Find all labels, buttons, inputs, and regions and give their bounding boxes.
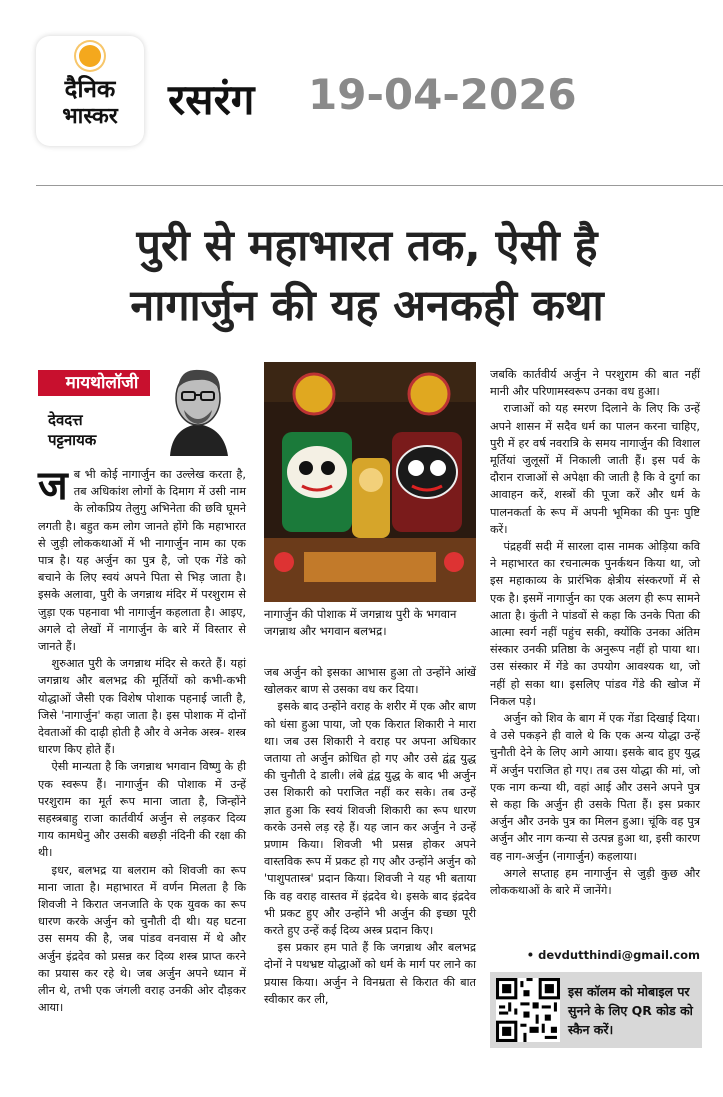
paragraph: अर्जुन को शिव के बाग में एक गेंडा दिखाई दिया। वे उसे पकड़ने ही वाले थे कि एक अन्य योद्धा उन्हें चुनौती देने के लिए आगे आया। इसके बाद हुए युद्ध में अर्जुन पराजित हो गए। तब उस योद्धा की मां, जो एक नाग कन्या थी, वहां आई और उसने अपने पुत्र से कहा कि अर्जुन ही उसके पिता हैं। इस प्रकार अर्जुन और उनके पुत्र का मिलन हुआ। चूंकि वह पुत्र अर्जुन और नाग कन्या से उत्पन्न हुआ था, इसी कारण वह नाग-अर्जुन (नागार्जुन) कहलाया। <box>490 712 700 863</box>
qr-instruction: इस कॉलम को मोबाइल पर सुनने के लिए QR कोड को स्कैन करें। <box>568 984 693 1037</box>
paragraph: पंद्रहवीं सदी में सारला दास नामक ओड़िया कवि ने महाभारत का रचनात्मक पुनर्कथन किया था, जो इस महाकाव्य के प्रारंभिक क्षेत्रीय संस्करणों में से एक है। इसमें नागार्जुन का एक अलग ही रूप सामने आता है। कुंती ने पांडवों से कहा कि उनके पिता की आत्मा स्वर्ग नहीं पहुंच सकी, क्योंकि उनका अंतिम संस्कार उनकी प्रतिष्ठा के अनुरूप नहीं हो पाया था। उस संस्कार में गेंडे का उपयोग आवश्यक था, जो नहीं हो सका था। इसलिए पांडव गेंडे की खोज में निकल पड़े। <box>490 540 700 708</box>
paragraph: इस प्रकार हम पाते हैं कि जगन्नाथ और बलभद्र दोनों ने पथभ्रष्ट योद्धाओं को धर्म के मार्ग पर लाने का प्रयास किया। अर्जुन ने विनम्रता से किरात की बात स्वीकार कर ली, <box>264 941 476 1006</box>
paragraph: ऐसी मान्यता है कि जगन्नाथ भगवान विष्णु के ही एक स्वरूप हैं। नागार्जुन की पोशाक में उन्हें परशुराम का मूर्त रूप माना जाता है, जिन्होंने सहस्त्रबाहु राजा कार्तवीर्य अर्जुन से लड़कर दिव्य गाय कामधेनु और उसकी बछड़ी नंदिनी की रक्षा की थी। <box>38 760 246 860</box>
article-column-2 <box>264 664 476 1008</box>
author-name <box>48 410 96 450</box>
dropcap-letter: ज <box>38 463 68 509</box>
logo-text-line2: भास्कर <box>62 104 118 129</box>
paragraph: शुरुआत पुरी के जगन्नाथ मंदिर से करते हैं। यहां जगन्नाथ और बलभद्र की मूर्तियों को कभी-कभी योद्धाओं जैसी एक विशेष पोशाक पहनाई जाती है, जिसे 'नागार्जुन' कहा जाता है। इस पोशाक में दोनों देवताओं की दाढ़ी होती है और वे अनेक अस्त्र- शस्त्र धारण किए होते हैं। <box>38 657 246 757</box>
paragraph: जबकि कार्तवीर्य अर्जुन ने परशुराम की बात नहीं मानी और परिणामस्वरूप उनका वध हुआ। <box>490 368 700 399</box>
paragraph: जब अर्जुन को इसका आभास हुआ तो उन्होंने आंखें खोलकर बाण से उसका वध कर दिया। <box>264 666 476 697</box>
headline-line-1: पुरी से महाभारत तक, ऐसी है <box>136 221 598 271</box>
headline <box>36 216 698 336</box>
qr-code-icon[interactable] <box>496 978 560 1042</box>
paragraph: इधर, बलभद्र या बलराम को शिवजी का रूप माना जाता है। महाभारत में वर्णन मिलता है कि शिवजी ने किरात जनजाति के एक युवक का रूप धारण करके अर्जुन को चुनौती दी थी। यह घटना उस समय की है, जब पांडव वनवास में थे और अर्जुन इंद्रदेव को प्रसन्न कर दिव्य शस्त्र प्राप्त करने का प्रयास कर रहे थे। जब अर्जुन अपने ध्यान में लीन थे, तभी एक जंगली वराह उनकी ओर दौड़कर आया। <box>38 863 246 1015</box>
paragraph: इसके बाद उन्होंने वराह के शरीर में एक और बाण को धंसा हुआ पाया, जो एक किरात शिकारी ने मारा था। जब उस शिकारी ने वराह पर अपना अधिकार जताया तो अर्जुन क्रोधित हो गए और उसे द्वंद्व युद्ध की चुनौती दे डाली। लंबे द्वंद्व युद्ध के बाद भी अर्जुन उस शिकारी को पराजित नहीं कर सके। तब उन्हें ज्ञात हुआ कि स्वयं शिवजी शिकारी का रूप धारण करके उनसे लड़ रहे हैं। यह जान कर अर्जुन ने उन्हें प्रणाम किया। शिवजी भी प्रसन्न होकर अपने वास्तविक रूप में प्रकट हो गए और उन्होंने अर्जुन को 'पाशुपतास्त्र' प्रदान किया। शिवजी ने यह भी बताया कि वह वराह वास्तव में इंद्रदेव थे। इसके बाद इंद्रदेव भी प्रकट हुए और उन्होंने भी अर्जुन की इच्छा पूरी करते हुए उन्हें कई दिव्य अस्त्र प्रदान किए। <box>264 700 476 938</box>
article-column-1 <box>38 463 246 1017</box>
headline-line-2: नागार्जुन की यह अनकही कथा <box>130 281 604 331</box>
dainik-bhaskar-logo <box>36 36 144 146</box>
jagannath-deities-photo <box>264 362 476 602</box>
photo-caption: नागार्जुन की पोशाक में जगन्नाथ पुरी के भगवान जगन्नाथ और भगवान बलभद्र। <box>264 607 457 638</box>
qr-promo-box <box>490 972 702 1048</box>
author-portrait <box>150 362 246 456</box>
section-name: रसरंग <box>168 75 255 124</box>
masthead-divider <box>36 185 723 186</box>
author-first-name: देवदत्त <box>48 411 83 429</box>
paragraph: अगले सप्ताह हम नागार्जुन से जुड़ी कुछ और लोककथाओं के बारे में जानेंगे। <box>490 866 700 898</box>
logo-text-line1: दैनिक <box>64 75 116 103</box>
edition-date: 19-04-2026 <box>308 70 577 119</box>
paragraph: ब भी कोई नागार्जुन का उल्लेख करता है, तब अधिकांश लोगों के दिमाग में उसी नाम के लोकप्रिय तेलुगु अभिनेता की छवि घूमने लगती है। बहुत कम लोग जानते होंगे कि महाभारत से जुड़ी लोककथाओं में भी नागार्जुन नाम का एक पात्र है। यह अर्जुन का पुत्र है, जो एक गेंडे को बचाने के लिए स्वयं अपने पिता से भिड़ जाता है। इसके अलावा, पुरी के जगन्नाथ मंदिर में परशुराम से जुड़ा एक पहनावा भी नागार्जुन कहलाता है। आइए, अगले दो लेखों में नागार्जुन के बारे में विस्तार से जानते हैं। <box>38 468 246 654</box>
paragraph: राजाओं को यह स्मरण दिलाने के लिए कि उन्हें अपने शासन में सदैव धर्म का पालन करना चाहिए, पुरी में हर वर्ष नवरात्रि के समय नागार्जुन की विशाल मूर्तियां जुलूसों में निकाली जाती हैं। इस पर्व के दौरान राजाओं से अपेक्षा की जाती है कि वे दुर्गा का आवाहन करें, शस्त्रों की पूजा करें और धर्म के पालनकर्ता के रूप में अपनी भूमिका की पुनः पुष्टि करें। <box>490 402 700 536</box>
article-column-3 <box>490 366 700 899</box>
sun-icon <box>79 45 101 67</box>
author-last-name: पट्टनायक <box>48 431 97 449</box>
author-email[interactable]: • devdutthindi@gmail.com <box>526 948 700 962</box>
category-badge: मायथोलॉजी <box>38 370 166 396</box>
